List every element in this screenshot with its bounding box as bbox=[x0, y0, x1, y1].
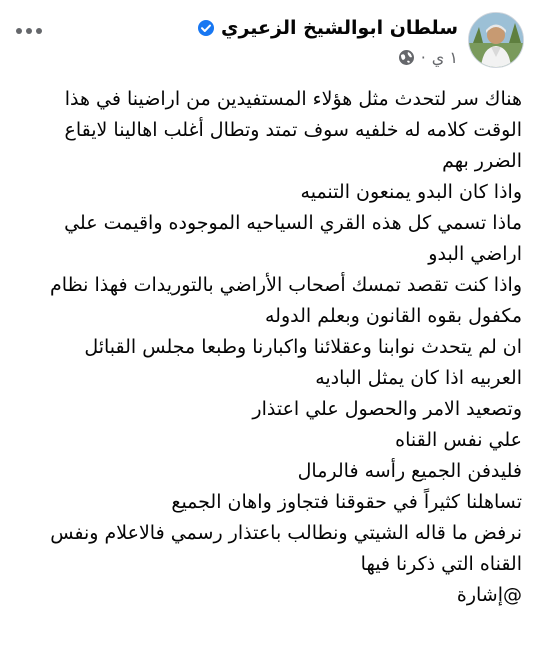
more-options-button[interactable] bbox=[16, 26, 42, 36]
post-line: واذا كنت تقصد تمسك أصحاب الأراضي بالتوريدات فهذا نظام bbox=[50, 274, 522, 296]
post-line: الوقت كلامه له خلفيه سوف تمتد وتطال أغلب اهالينا لايقاع bbox=[64, 119, 522, 141]
more-options-icon bbox=[26, 28, 32, 34]
post-line: تساهلنا كثيراً في حقوقنا فتجاوز واهان الجميع bbox=[171, 491, 522, 513]
mention-link[interactable]: @إشارة bbox=[456, 584, 522, 606]
post-text bbox=[30, 84, 522, 611]
post-line: مكفول بقوه القانون وبعلم الدوله bbox=[264, 305, 522, 327]
post-line: العربيه اذا كان يمثل الباديه bbox=[315, 367, 522, 389]
post-line: وتصعيد الامر والحصول علي اعتذار bbox=[252, 398, 522, 420]
post-line: فليدفن الجميع رأسه فالرمال bbox=[297, 460, 522, 482]
post-line: واذا كان البدو يمنعون التنميه bbox=[300, 181, 522, 203]
globe-icon[interactable] bbox=[398, 49, 415, 66]
post-line: ان لم يتحدث نوابنا وعقلائنا واكبارنا وطبعا مجلس القبائل bbox=[84, 336, 522, 358]
post-line: ماذا تسمي كل هذه القري السياحيه الموجوده واقيمت علي bbox=[64, 212, 522, 234]
more-options-icon bbox=[36, 28, 42, 34]
more-options-icon bbox=[16, 28, 22, 34]
post-line: القناه التي ذكرنا فيها bbox=[360, 553, 522, 575]
meta-separator: · bbox=[420, 48, 426, 67]
post-line: نرفض ما قاله الشيتي ونطالب باعتذار رسمي فالاعلام ونفس bbox=[50, 522, 522, 544]
post-meta bbox=[197, 16, 458, 67]
post-timestamp[interactable]: ١ ي bbox=[431, 48, 458, 67]
author-name[interactable]: سلطان ابوالشيخ الزعيري bbox=[221, 17, 458, 39]
post-line: اراضي البدو bbox=[428, 243, 522, 265]
post-line: الضرر بهم bbox=[442, 150, 522, 172]
verified-badge-icon bbox=[197, 19, 215, 37]
author-row bbox=[197, 16, 458, 40]
avatar[interactable] bbox=[468, 12, 524, 68]
post-header bbox=[14, 12, 524, 70]
post-line: علي نفس القناه bbox=[395, 429, 522, 451]
avatar-photo bbox=[469, 13, 523, 67]
post-line: هناك سر لتحدث مثل هؤلاء المستفيدين من اراضينا في هذا bbox=[64, 88, 522, 110]
post-subline bbox=[197, 48, 458, 67]
